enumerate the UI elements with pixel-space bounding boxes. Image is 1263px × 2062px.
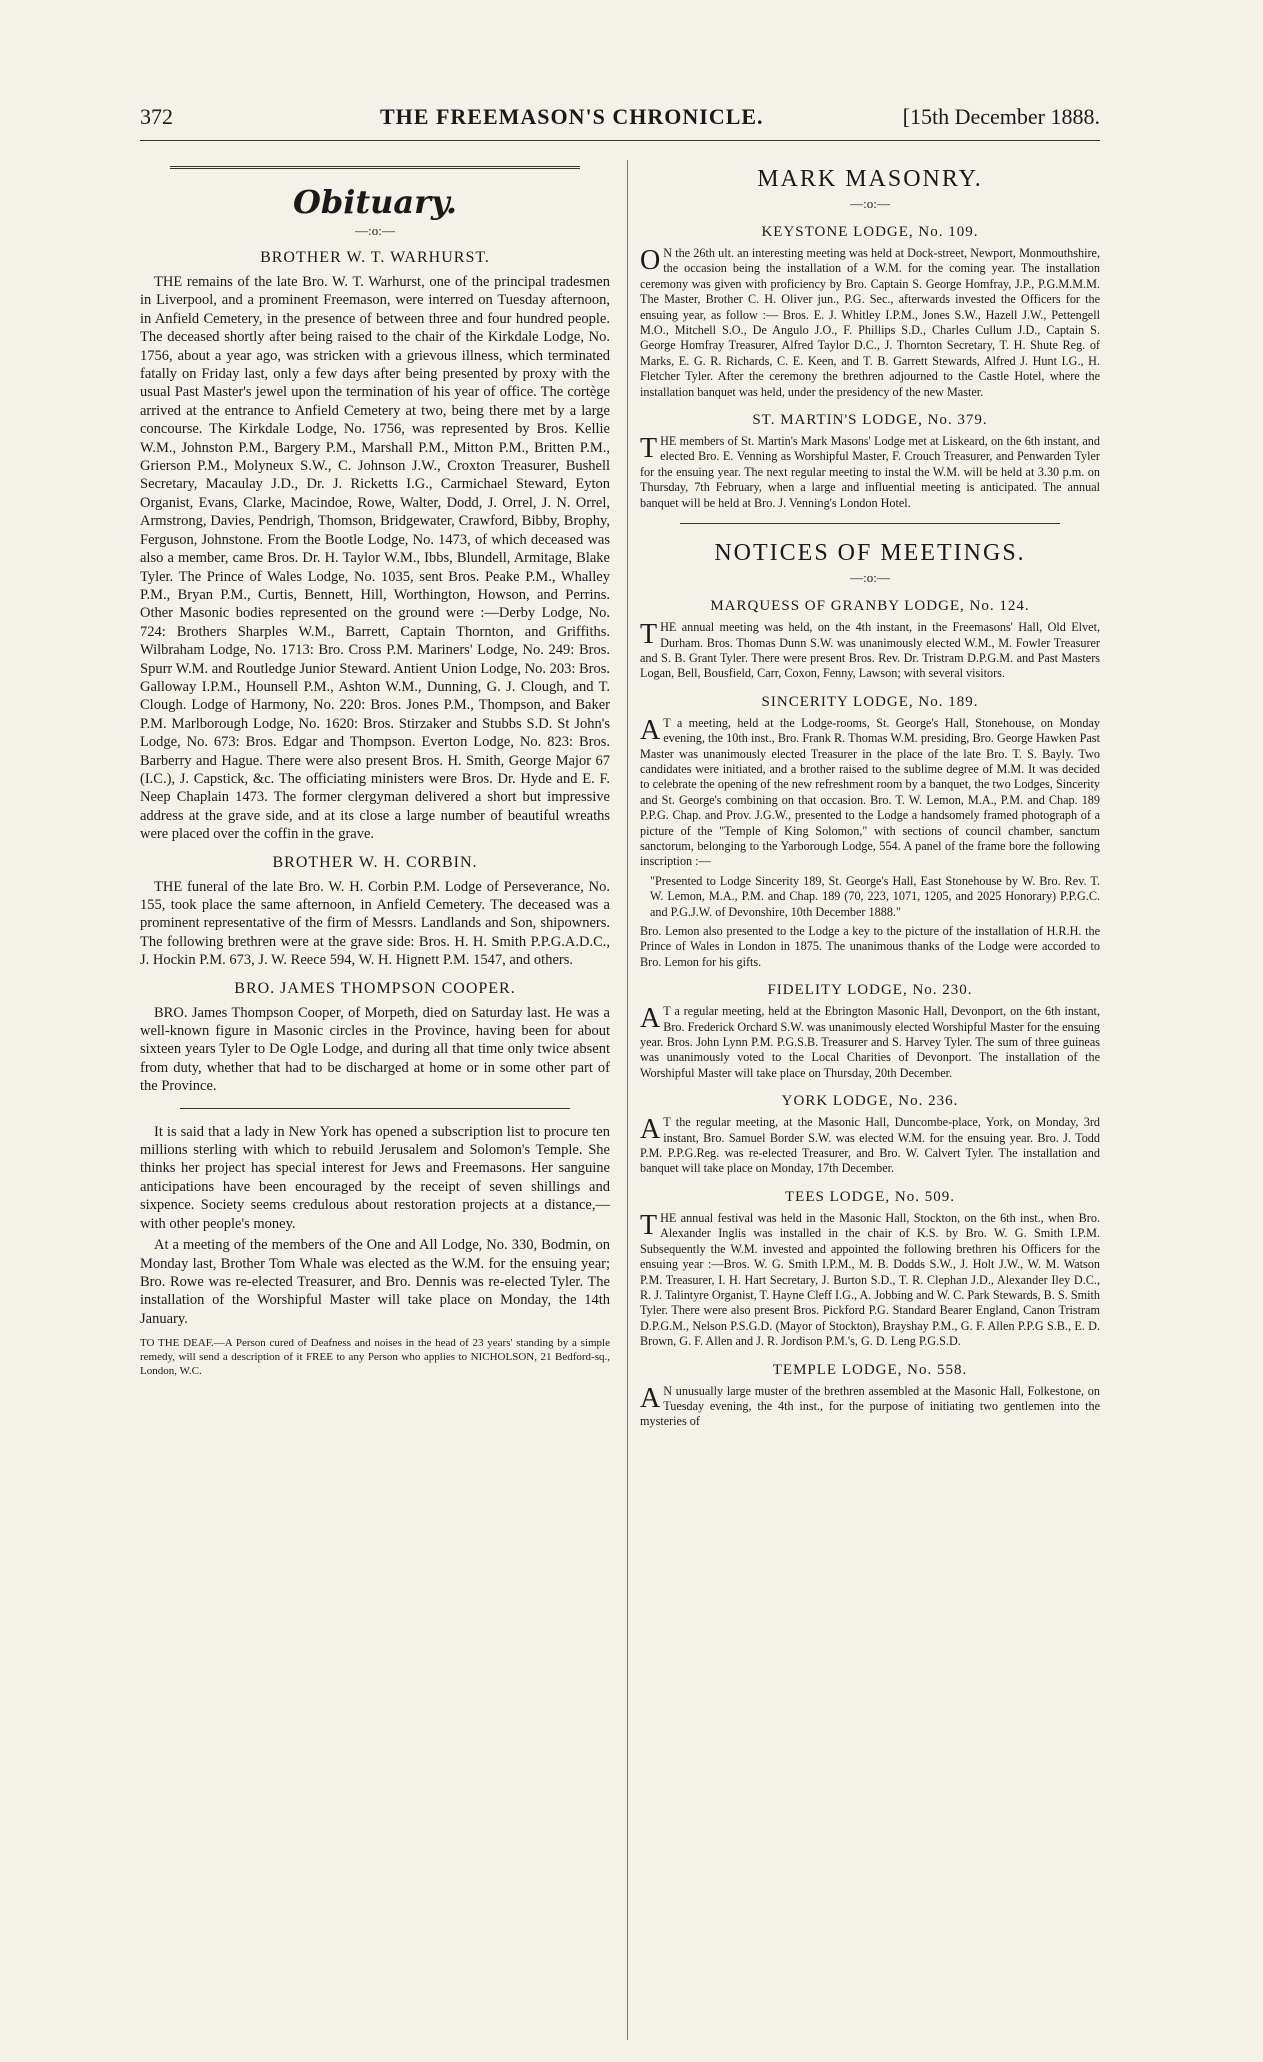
obituary-top-rule: [170, 166, 580, 169]
lodge-text: AT a regular meeting, held at the Ebrington Masonic Hall, Devonport, on the 6th instant, Bro. Frederick Orchard S.W. was unanimously elected Worshipful Master for the ensuing year. Bros. John Lynn P.M. P.G.S.B. Treasurer and S. Harvey Tyler. The sum of three guineas was unanimously voted to the Local Charities of Devonport. The installation of the Worshipful Master will take place on Thursday, 20th December.: [640, 1003, 1100, 1080]
lodge-heading: SINCERITY LODGE, No. 189.: [761, 693, 979, 710]
ornament: —:o:—: [355, 223, 395, 238]
issue-date: [15th December 1888.: [902, 104, 1100, 129]
section-divider: [680, 523, 1060, 524]
lodge-text: ON the 26th ult. an interesting meeting was held at Dock-street, Newport, Monmouthshire, the occasion being the installation of a W.M. for the coming year. The installation ceremony was given with proficiency by Bro. Captain S. George Homfray, J.P., P.G.M.M.M. The Master, Brother C. H. Oliver jun., P.G. Sec., afterwards invested the Officers for the ensuing year, as follow :— Bros. E. J. Whitley I.P.M., Jones S.W., Hazell J.W., Pettengell M.O., Mitchell S.O., De Angulo J.O., F. Phillips S.D., Charles Cullum J.D., Captain S. George Homfray Treasurer, Alfred Taylor D.C., J. Thornton Secretary, T. H. Shute Reg. of Marks, E. G. R. Richards, C. E. Keen, and T. B. Garrett Stewards, Alfred J. Hunt I.G., H. Fletcher Tyler. After the ceremony the brethren adjourned to the Castle Hotel, where the installation banquet was held, under the presidency of the new Master.: [640, 245, 1100, 399]
lodge-heading: KEYSTONE LODGE, No. 109.: [761, 224, 979, 240]
lodge-heading: YORK LODGE, No. 236.: [781, 1093, 959, 1110]
lodge-text: AN unusually large muster of the brethren assembled at the Masonic Hall, Folkestone, on Tuesday evening, the 4th inst., for the purpose of initiating two gentlemen into the mysteries of: [640, 1382, 1100, 1429]
right-column: [640, 160, 1100, 1433]
lodge-text: Bro. Lemon also presented to the Lodge a key to the picture of the installation of H.R.H. the Prince of Wales in London in 1875. The unanimous thanks of the Lodge were accorded to Bro. Lemon for his gifts.: [640, 924, 1100, 969]
publication-title: THE FREEMASON'S CHRONICLE.: [380, 104, 764, 129]
lodge-text: AT a meeting, held at the Lodge-rooms, St. George's Hall, Stonehouse, on Monday evening, the 10th inst., Bro. Frank R. Thomas W.M. presiding, Bro. George Hawken Past Master was unanimously elected Treasurer in the place of the late Bro. T. S. Bayly. Two candidates were initiated, and a brother raised to the sublime degree of M.M. It was decided to celebrate the opening of the new refreshment room by a banquet, the two Lodges, Sincerity and St. George's combining on that occasion. Bro. T. W. Lemon, M.A., P.M. and Chap. 189 P.P.G. Chap. and Prov. J.G.W., presented to the Lodge a handsomely framed photograph of a picture of the "Temple of King Solomon," with sections of council chamber, sanctum sanctorum, belonging to the Yarborough Lodge, 554. A panel of the frame bore the following inscription :—: [640, 714, 1100, 869]
article-text: THE remains of the late Bro. W. T. Warhurst, one of the principal tradesmen in Liverpool, and a prominent Freemason, were interred on Tuesday afternoon, in Anfield Cemetery, in the presence of between three and four hundred people. The deceased shortly after being raised to the chair of the Kirkdale Lodge, No. 1756, about a year ago, was stricken with a grievous illness, which terminated fatally on Friday last, only a few days after being presented by proxy with the usual Past Master's jewel upon the termination of his year of office. The cortège arrived at the entrance to Anfield Cemetery at two, being there met by a large concourse. The Kirkdale Lodge, No. 1756, was represented by Bros. Kellie W.M., Johnston P.M., Bargery P.M., Marshall P.M., Mitton P.M., Britten P.M., Grierson P.M., Molyneux S.W., C. Johnson J.W., Croxton Treasurer, Bushell Secretary, Macaulay J.D., Dr. J. Ricketts I.G., Carmichael Steward, Eyton Organist, Evans, Clarke, Macindoe, Rowe, Walter, Dodd, J. Orrel, J. N. Orrel, Armstrong, Davies, Pendrigh, Thomson, Bridgewater, Crawford, Bibby, Brophy, Ferguson, Johnstone. From the Bootle Lodge, No. 1473, of which deceased was also a member, came Bros. Dr. H. Taylor W.M., Ibbs, Blundell, Armitage, Blake Tyler. The Prince of Wales Lodge, No. 1035, sent Bros. Peake P.M., Whalley P.M., Bryan P.M., Curtis, Bennett, Hill, Worthington, Howson, and Perrins. Other Masonic bodies represented on the ground were :—Derby Lodge, No. 724: Brothers Sharples W.M., Barrett, Captain Thornton, and Griffiths. Wilbraham Lodge, No. 1713: Bro. Cross P.M. Mariners' Lodge, No. 249: Bros. Spurr W.M. and Routledge Junior Steward. Antient Union Lodge, No. 203: Bros. Galloway I.P.M., Hounsell P.M., Ashton W.M., Dunning, G. J. Clough, and T. Clough. Lodge of Harmony, No. 220: Bros. Jones P.M., Thompson, and Baker P.M. Marlborough Lodge, No. 1620: Bros. Stirzaker and Stubbs S.D. St John's Lodge, No. 673: Bros. Edgar and Thompson. Everton Lodge, No. 823: Bros. Barberry and Hague. There were also present Bros. H. Smith, George Major 67 (I.C.), J. Capstick, &c. The officiating ministers were Bros. Dr. Hyde and E. F. Neep Chaplain 1473. The former clergyman delivered a short but impressive address at the grave side, and at its close a large number of beautiful wreaths were placed over the coffin in the grave.: [140, 274, 611, 843]
article-text: BRO. James Thompson Cooper, of Morpeth, died on Saturday last. He was a well-known figure in Masonic circles in the Province, having been for about sixteen years Tyler to De Ogle Lodge, and during all that time only twice absent from duty, whether that had to be discharged at home or in some other part of the Province.: [140, 1004, 610, 1095]
lodge-heading: MARQUESS OF GRANBY LODGE, No. 124.: [710, 598, 1030, 615]
article-text: THE funeral of the late Bro. W. H. Corbin P.M. Lodge of Perseverance, No. 155, took place the same afternoon, in Anfield Cemetery. The deceased was a prominent representative of the firm of Messrs. Landlands and Son, shipowners. The following brethren were at the grave side: Bros. H. H. Smith P.P.G.A.D.C., J. Hockin P.M. 673, J. W. Reece 594, W. H. Hignett P.M. 1547, and others.: [140, 878, 610, 969]
lodge-heading: FIDELITY LODGE, No. 230.: [767, 982, 973, 999]
ornament: —:o:—: [850, 196, 890, 211]
article-heading: BRO. JAMES THOMPSON COOPER.: [234, 979, 516, 997]
lodge-text: AT the regular meeting, at the Masonic Hall, Duncombe-place, York, on Monday, 3rd instant, Bro. Samuel Border S.W. was elected W.M. for the ensuing year. Bro. J. Todd P.M. P.P.G.Reg. was re-elected Treasurer, and Bro. W. Calvert Tyler. The installation and banquet will take place on Monday, 17th December.: [640, 1114, 1100, 1176]
lodge-text: THE annual festival was held in the Masonic Hall, Stockton, on the 6th inst., when Bro. Alexander Inglis was installed in the chair of K.S. by Bro. W. G. Smith I.P.M. Subsequently the W.M. invested and appointed the following brethren his Officers for the ensuing year :—Bros. W. G. Smith I.P.M., M. B. Dodds S.W., J. Holt J.W., W. M. Watson P.M. Treasurer, I. H. Hart Secretary, J. Burton S.D., T. R. Clephan J.D., Alexander Iley D.C., R. J. Talintyre Organist, T. Hayne Cleff I.G., A. Jobbing and W. C. Park Stewards, B. S. Smith Tyler. There were also present Bros. Pickford P.G. Standard Bearer England, Canon Tristram D.P.G.M., Nelson P.S.G.D. (Mayor of Stockton), Brayshay P.M., G. F. Allen P.P.G S.B., E. D. Brown, G. F. Allen and J. R. Jordison P.M.'s, G. D. Leng P.G.S.D.: [640, 1209, 1100, 1349]
notices-heading: NOTICES OF MEETINGS.: [714, 540, 1026, 567]
inscription-quote: "Presented to Lodge Sincerity 189, St. George's Hall, East Stonehouse by W. Bro. Rev. T. W. Lemon, M.A., P.M. and Chap. 189 (70, 223, 1071, 1205, and 2025 Honorary) P.P.G.C. and P.G.J.W. of Devonshire, 10th December 1888.": [650, 873, 1100, 919]
lodge-heading: ST. MARTIN'S LODGE, No. 379.: [752, 412, 988, 429]
left-column: [140, 160, 610, 1381]
bodmin-paragraph: At a meeting of the members of the One and All Lodge, No. 330, Bodmin, on Monday last, Brother Tom Whale was elected as the W.M. for the ensuing year; Bro. Rowe was re-elected Treasurer, and Bro. Dennis was re-elected Tyler. The installation of the Worshipful Master will take place on Monday, the 14th January.: [140, 1237, 610, 1327]
obituary-heading: Obituary.: [292, 183, 458, 221]
lodge-text: THE members of St. Martin's Mark Masons' Lodge met at Liskeard, on the 6th instant, and elected Bro. E. Venning as Worshipful Master, F. Crouch Treasurer, and Penwarden Tyler for the ensuing year. The next regular meeting to instal the W.M. will be held at 3.30 p.m. on Thursday, 7th February, when a large and influential meeting is anticipated. The annual banquet will be held at Bro. J. Venning's London Hotel.: [640, 433, 1100, 510]
mark-masonry-heading: MARK MASONRY.: [757, 166, 983, 192]
page-header: [140, 104, 1100, 138]
lodge-heading: TEMPLE LODGE, No. 558.: [772, 1361, 968, 1378]
lodge-heading: TEES LODGE, No. 509.: [785, 1188, 955, 1205]
page-number: 372: [140, 104, 173, 129]
new-york-paragraph: It is said that a lady in New York has opened a subscription list to procure ten millions sterling with which to rebuild Jerusalem and Solomon's Temple. She thinks her project has special interest for Jews and Freemasons. Her sanguine anticipations have been encouraged by the receipt of seven shillings and sixpence. Society seems credulous about restoration projects at a distance,—with other people's money.: [140, 1123, 610, 1232]
ornament: —:o:—: [850, 570, 890, 586]
deaf-notice: TO THE DEAF.—A Person cured of Deafness and noises in the head of 23 years' standing by a simple remedy, will send a description of it FREE to any Person who applies to NICHOLSON, 21 Bedford-sq., London, W.C.: [140, 1337, 610, 1378]
section-divider: [180, 1108, 570, 1109]
lodge-text: THE annual meeting was held, on the 4th instant, in the Freemasons' Hall, Old Elvet, Durham. Bros. Thomas Dunn S.W. was unanimously elected W.M., M. Fowler Treasurer and S. B. Grant Tyler. There were present Bros. Rev. Dr. Tristram D.P.G.M. and Past Masters Logan, Bell, Bousfield, Carr, Coxon, Fenny, Lawson; with several visitors.: [640, 619, 1100, 681]
column-separator: [627, 160, 628, 2040]
article-heading: BROTHER W. T. WARHURST.: [260, 249, 490, 266]
article-heading: BROTHER W. H. CORBIN.: [272, 853, 478, 871]
header-rule: [140, 140, 1100, 141]
